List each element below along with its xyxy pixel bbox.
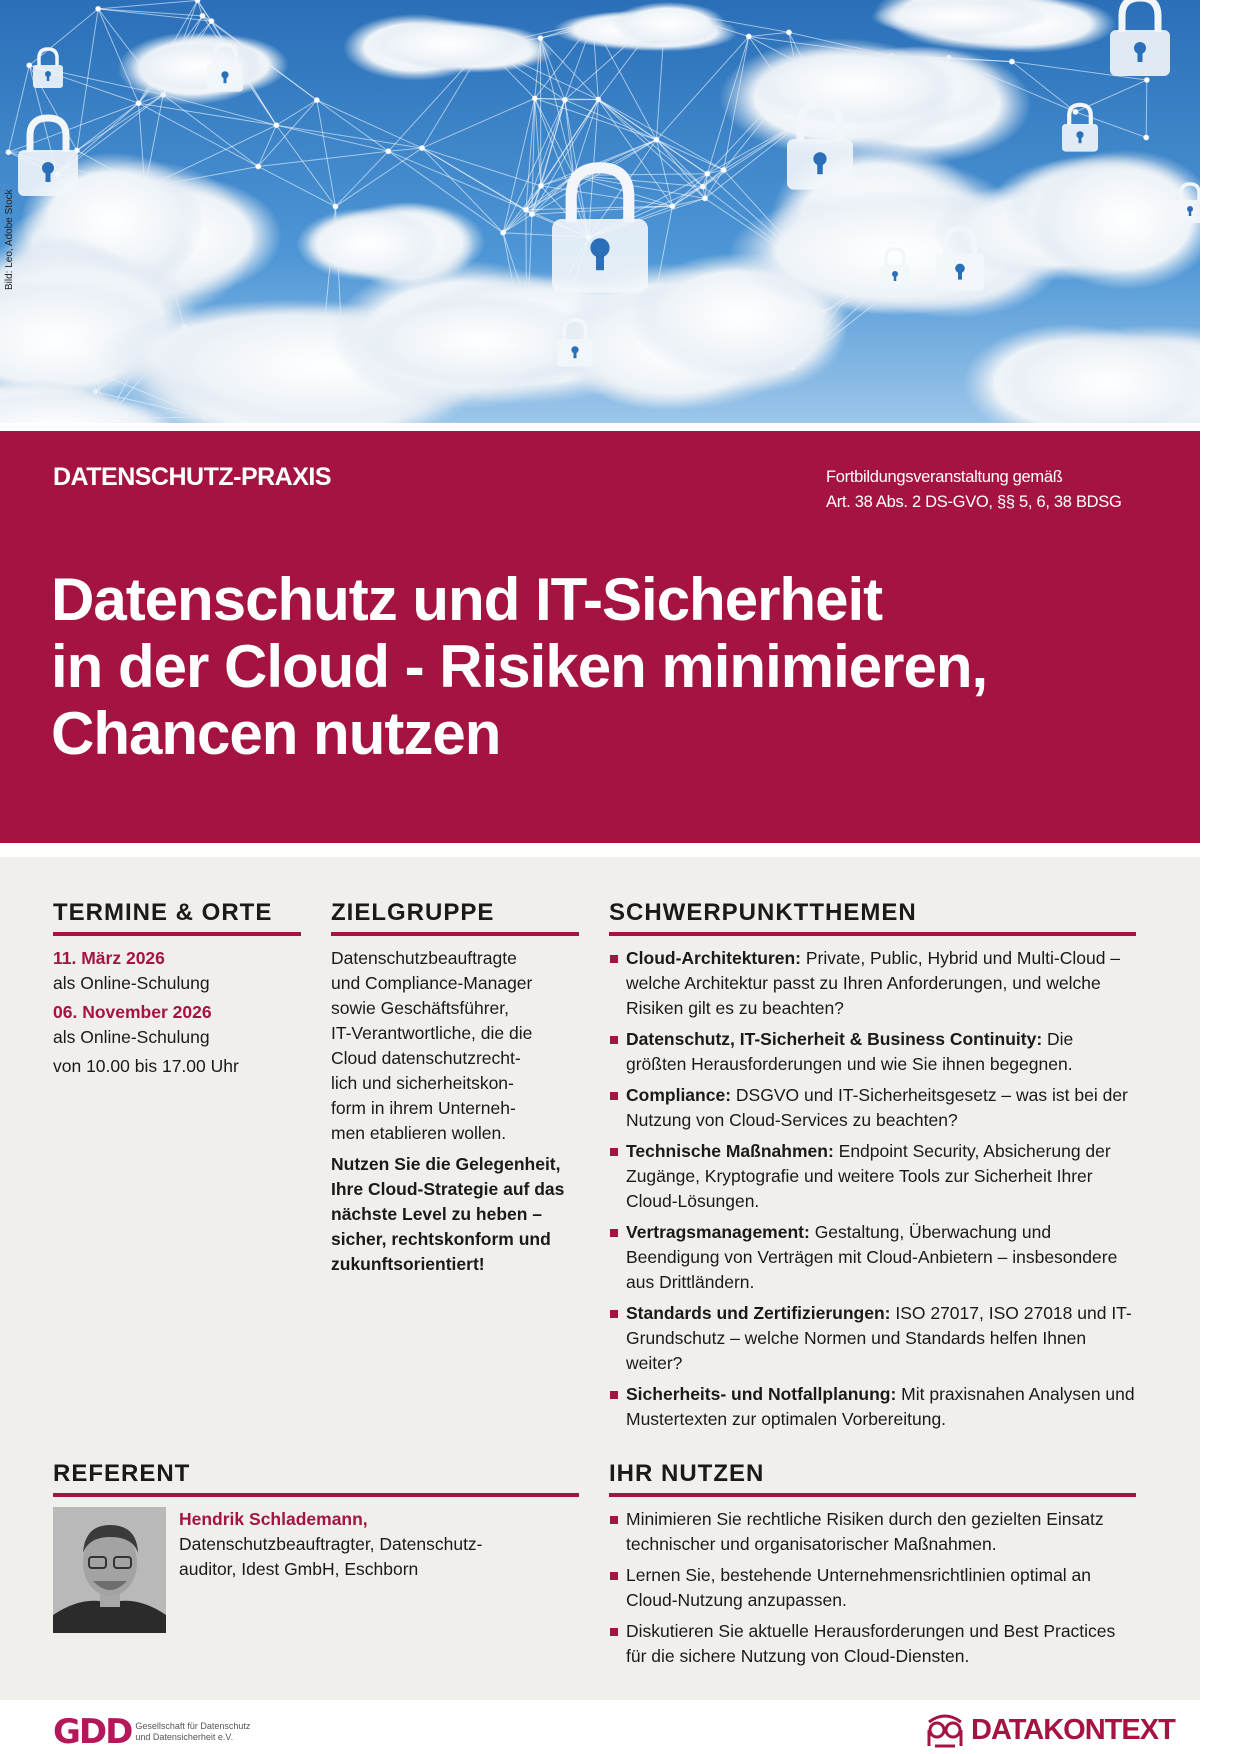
title-band [0, 431, 1200, 843]
benefit-item [609, 1507, 1136, 1557]
speaker-name: Hendrik Schlademann, [179, 1509, 368, 1529]
time-range: von 10.00 bis 17.00 Uhr [53, 1056, 239, 1076]
zielgruppe-line: IT-Verantwortliche, die die [331, 1023, 533, 1043]
bullet-icon [610, 1229, 618, 1237]
bullet-icon [610, 1092, 618, 1100]
gdd-name: Gesellschaft für Datenschutz [135, 1721, 251, 1731]
zielgruppe-callout [331, 1152, 579, 1277]
topic-text: Gestaltung, Überwachung und Beendigung von Verträgen mit Cloud-Anbietern – insbesondere aus Drittländern. [626, 1222, 1118, 1292]
topic-item [609, 1083, 1136, 1133]
certification-line: Art. 38 Abs. 2 DS-GVO, §§ 5, 6, 38 BDSG [826, 493, 1122, 511]
callout-line: zukunftsorientiert! [331, 1254, 485, 1274]
zielgruppe-text [331, 946, 579, 1146]
certification-note [826, 465, 1122, 515]
bullet-icon [610, 1310, 618, 1318]
date-1-mode: als Online-Schulung [53, 973, 210, 993]
date-2: 06. November 2026 [53, 1002, 212, 1022]
bullet-icon [610, 1036, 618, 1044]
zielgruppe-line: lich und sicherheitskon- [331, 1073, 514, 1093]
topic-item [609, 1139, 1136, 1214]
speaker-role: Datenschutzbeauftragter, Datenschutz- [179, 1534, 483, 1554]
benefit-list [609, 1507, 1136, 1669]
gdd-name: und Datensicherheit e.V. [135, 1732, 234, 1742]
speaker-photo [53, 1507, 166, 1633]
datakontext-logo [925, 1712, 1175, 1748]
title-line: Datenschutz und IT-Sicherheit [51, 566, 883, 633]
certification-line: Fortbildungsveranstaltung gemäß [826, 468, 1063, 486]
title-line: in der Cloud - Risiken minimieren, [51, 633, 988, 700]
owl-icon [925, 1712, 965, 1748]
topic-item [609, 946, 1136, 1021]
topic-text: ISO 27017, ISO 27018 und IT-Grundschutz – welche Normen und Standards helfen Ihnen weiter? [626, 1303, 1132, 1373]
bullet-icon [610, 1148, 618, 1156]
schwerpunkt-heading: SCHWERPUNKTTHEMEN [609, 898, 1136, 936]
topic-item [609, 1301, 1136, 1376]
bullet-icon [610, 1572, 618, 1580]
topic-term: Technische Maßnahmen: [626, 1141, 834, 1161]
zielgruppe-line: Datenschutzbeauftragte [331, 948, 517, 968]
topic-text: Mit praxisnahen Analysen und Mustertexten zur optimalen Vorbereitung. [626, 1384, 1135, 1429]
topic-list [609, 946, 1136, 1432]
callout-line: Nutzen Sie die Gelegenheit, [331, 1154, 561, 1174]
benefit-text: Lernen Sie, bestehende Unternehmensrichtlinien optimal an Cloud-Nutzung anzupassen. [626, 1565, 1092, 1610]
speaker-info [179, 1507, 483, 1582]
footer [0, 1700, 1241, 1754]
title-line: Chancen nutzen [51, 700, 501, 767]
bullet-icon [610, 955, 618, 963]
bullet-icon [610, 1391, 618, 1399]
topic-term: Compliance: [626, 1085, 732, 1105]
topic-text: Private, Public, Hybrid und Multi-Cloud – welche Architektur passt zu Ihren Anforderungen, und welche Risiken gilt es zu beachten? [626, 948, 1121, 1018]
gdd-logo-mark: GDD [53, 1712, 132, 1752]
speaker-role: auditor, Idest GmbH, Eschborn [179, 1559, 419, 1579]
benefit-item [609, 1563, 1136, 1613]
datakontext-wordmark: DATAKONTEXT [971, 1713, 1175, 1746]
referent-section [53, 1459, 579, 1637]
bullet-icon [610, 1628, 618, 1636]
topic-item [609, 1027, 1136, 1077]
nutzen-heading: IHR NUTZEN [609, 1459, 1136, 1497]
topic-term: Cloud-Architekturen: [626, 948, 801, 968]
image-credit: Bild: Leo, Adobe Stock [4, 189, 15, 290]
zielgruppe-line: und Compliance-Manager [331, 973, 533, 993]
zielgruppe-line: men etablieren wollen. [331, 1123, 507, 1143]
termine-heading: TERMINE & ORTE [53, 898, 301, 936]
zielgruppe-heading: ZIELGRUPPE [331, 898, 579, 936]
hero-image [0, 0, 1200, 423]
nutzen-section [609, 1459, 1136, 1675]
cloud-padlock-illustration [0, 0, 1200, 423]
schwerpunkt-section [609, 898, 1136, 1438]
topic-term: Vertragsmanagement: [626, 1222, 810, 1242]
topic-text: Endpoint Security, Absicherung der Zugänge, Kryptografie und weitere Tools zur Sicherheit Ihrer Cloud-Lösungen. [626, 1141, 1111, 1211]
bullet-icon [610, 1516, 618, 1524]
gdd-logo [53, 1712, 250, 1752]
zielgruppe-line: sowie Geschäftsführer, [331, 998, 509, 1018]
topic-term: Datenschutz, IT-Sicherheit & Business Continuity: [626, 1029, 1043, 1049]
topic-text: DSGVO und IT-Sicherheitsgesetz – was ist bei der Nutzung von Cloud-Services zu beachten? [626, 1085, 1128, 1130]
page-title [51, 566, 987, 767]
benefit-text: Diskutieren Sie aktuelle Herausforderungen und Best Practices für die sichere Nutzung von Cloud-Diensten. [626, 1621, 1116, 1666]
topic-item [609, 1220, 1136, 1295]
benefit-item [609, 1619, 1136, 1669]
series-label: DATENSCHUTZ-PRAXIS [53, 463, 332, 491]
zielgruppe-line: form in ihrem Unterneh- [331, 1098, 516, 1118]
topic-term: Sicherheits- und Notfallplanung: [626, 1384, 897, 1404]
callout-line: sicher, rechtskonform und [331, 1229, 551, 1249]
topic-text: Die größten Herausforderungen und wie Sie ihnen begegnen. [626, 1029, 1074, 1074]
referent-heading: REFERENT [53, 1459, 579, 1497]
callout-line: nächste Level zu heben – [331, 1204, 543, 1224]
date-2-mode: als Online-Schulung [53, 1027, 210, 1047]
zielgruppe-line: Cloud datenschutzrecht- [331, 1048, 521, 1068]
zielgruppe-section [331, 898, 579, 1277]
termine-section [53, 898, 301, 1079]
callout-line: Ihre Cloud-Strategie auf das [331, 1179, 565, 1199]
topic-item [609, 1382, 1136, 1432]
benefit-text: Minimieren Sie rechtliche Risiken durch den gezielten Einsatz technischer und organisatorischer Maßnahmen. [626, 1509, 1104, 1554]
content-panel [0, 857, 1200, 1700]
date-1: 11. März 2026 [53, 948, 165, 968]
topic-term: Standards und Zertifizierungen: [626, 1303, 891, 1323]
